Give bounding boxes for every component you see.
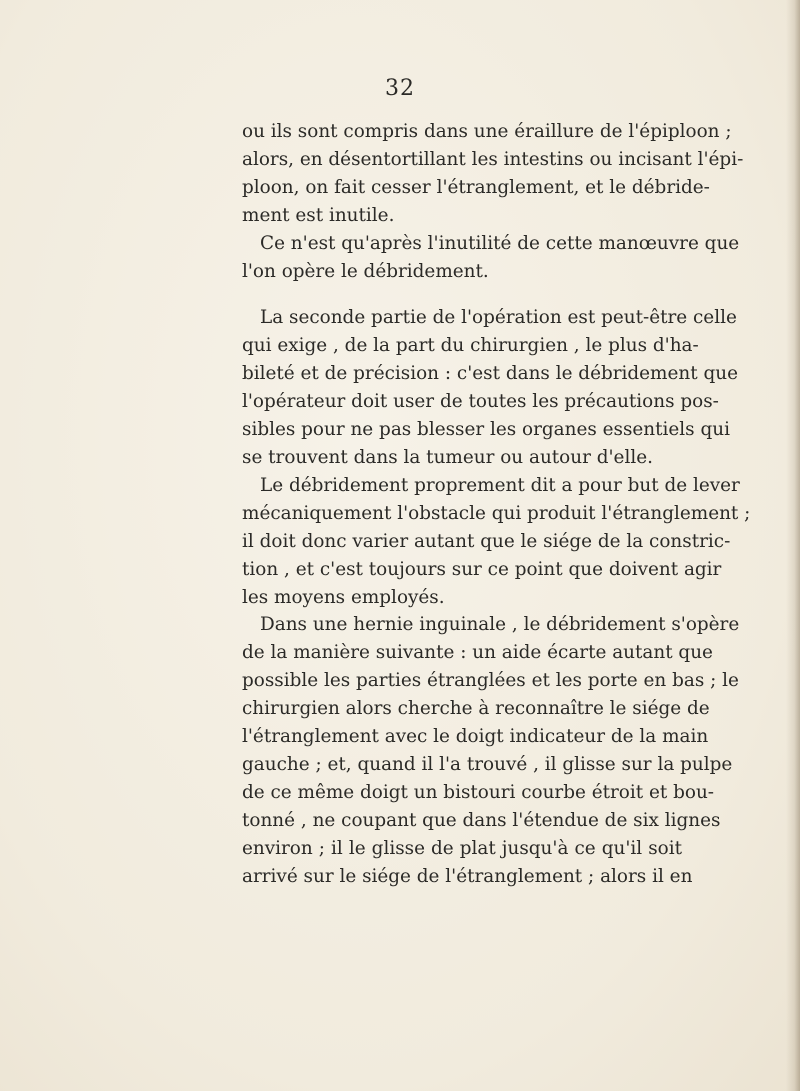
text-line: mécaniquement l'obstacle qui produit l'étranglement ; (242, 502, 751, 524)
text-line: chirurgien alors cherche à reconnaître le siége de (242, 698, 710, 720)
text-line: arrivé sur le siége de l'étranglement ; alors il en (242, 865, 693, 887)
text-line: l'on opère le débridement. (242, 260, 489, 282)
text-line: sibles pour ne pas blesser les organes essentiels qui (242, 419, 730, 441)
page-edge-shadow (786, 0, 800, 1091)
paragraph-5 (242, 611, 740, 890)
text-line: il doit donc varier autant que le siége de la constric- (242, 530, 731, 552)
paragraph-3 (242, 304, 738, 471)
paragraph-2 (242, 230, 740, 286)
text-line: tonné , ne coupant que dans l'étendue de six lignes (242, 809, 721, 831)
text-line: l'étranglement avec le doigt indicateur de la main (242, 726, 709, 748)
text-line: Ce n'est qu'après l'inutilité de cette manœuvre que (260, 232, 740, 254)
text-line: possible les parties étranglées et les porte en bas ; le (242, 670, 739, 692)
text-line: de ce même doigt un bistouri courbe étroit et bou- (242, 781, 714, 803)
paragraph-4 (242, 472, 751, 612)
section-gap (242, 285, 682, 304)
paragraph-1 (242, 118, 744, 230)
text-line: l'opérateur doit user de toutes les précautions pos- (242, 391, 719, 413)
text-line: qui exige , de la part du chirurgien , le plus d'ha- (242, 335, 699, 357)
text-line: les moyens employés. (242, 586, 445, 608)
text-line: bileté et de précision : c'est dans le débridement que (242, 363, 738, 385)
text-line: La seconde partie de l'opération est peut-être celle (260, 307, 737, 329)
text-line: ploon, on fait cesser l'étranglement, et le débride- (242, 176, 710, 198)
text-line: alors, en désentortillant les intestins ou incisant l'épi- (242, 148, 744, 170)
text-line: Le débridement proprement dit a pour but de lever (260, 474, 740, 496)
text-line: environ ; il le glisse de plat jusqu'à ce qu'il soit (242, 837, 682, 859)
page-number: 32 (385, 76, 415, 101)
text-line: tion , et c'est toujours sur ce point que doivent agir (242, 558, 722, 580)
body-text (242, 118, 751, 890)
text-line: Dans une hernie inguinale , le débridement s'opère (260, 614, 740, 636)
text-line: gauche ; et, quand il l'a trouvé , il glisse sur la pulpe (242, 753, 733, 775)
text-line: ou ils sont compris dans une éraillure de l'épiploon ; (242, 121, 732, 142)
text-line: se trouvent dans la tumeur ou autour d'elle. (242, 446, 653, 468)
text-line: de la manière suivante : un aide écarte autant que (242, 642, 713, 664)
text-line: ment est inutile. (242, 204, 395, 226)
